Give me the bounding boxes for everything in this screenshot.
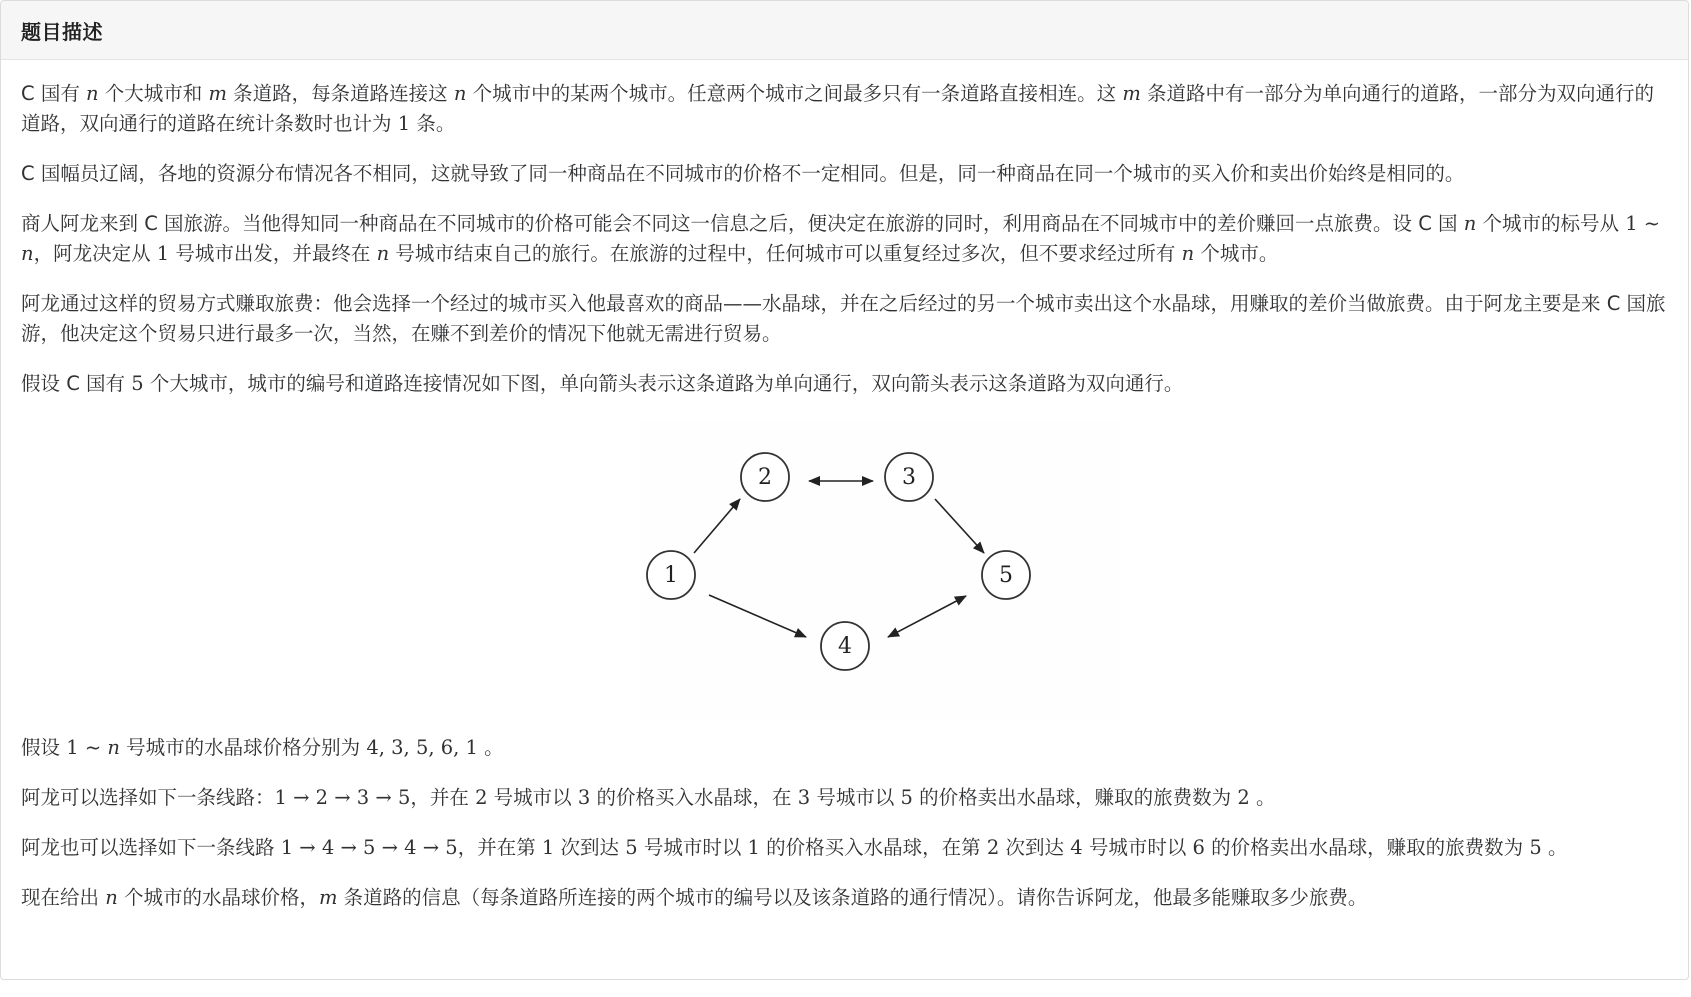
city-node-3	[885, 453, 933, 501]
math-var-n: n	[21, 242, 34, 265]
edge-4-to-5	[888, 596, 966, 637]
math-number: 1	[397, 112, 411, 135]
math-number: 5	[131, 372, 144, 395]
text-span: ，阿龙决定从	[33, 242, 157, 265]
panel-header	[1, 1, 1688, 60]
text-span: 商人阿龙来到 C 国旅游。当他得知同一种商品在不同城市的价格可能会不同这一信息之后，便决定在旅游的同时，利用商品在不同城市中的差价赚回一点旅费。设 C 国	[21, 212, 1464, 235]
math-number: 3	[797, 786, 811, 809]
math-var-n: n	[1181, 242, 1195, 265]
text-span: 号城市结束自己的旅行。在旅游的过程中，任何城市可以重复经过多次，但不要求经过所有	[389, 242, 1182, 265]
math-number: 5	[1529, 836, 1542, 859]
math-range: 1 ∼	[1625, 212, 1661, 235]
math-route: 1 → 4 → 5 → 4 → 5	[280, 836, 458, 859]
paragraph-task	[21, 883, 1668, 913]
text-span: 条道路中有一部分为单向通行的道路，一部分为双向通行的道路，双向通行的道路在统计条数时也计为	[21, 82, 1655, 135]
math-var-n: n	[453, 82, 467, 105]
math-var-m: m	[208, 82, 227, 105]
text-span: ，并在	[410, 786, 476, 809]
city-node-5	[982, 551, 1030, 599]
panel-title: 题目描述	[21, 19, 103, 44]
math-number: 2	[1237, 786, 1250, 809]
svg-text:5: 5	[999, 563, 1013, 588]
text-span: 的价格卖出水晶球，赚取的旅费数为	[1204, 836, 1530, 859]
text-span: 号城市以	[810, 786, 901, 809]
edge-1-to-4	[709, 595, 806, 637]
text-span: 号城市时以	[637, 836, 748, 859]
math-var-n: n	[86, 82, 99, 105]
paragraph-trade: 阿龙通过这样的贸易方式赚取旅费：他会选择一个经过的城市买入他最喜欢的商品——水晶球，并在之后经过的另一个城市卖出这个水晶球，用赚取的差价当做旅费。由于阿龙主要是来 C 国旅游，他决定这个贸易只进行最多一次，当然，在赚不到差价的情况下他就无需进行贸易。	[21, 292, 1666, 345]
text-span: 个大城市，城市的编号和道路连接情况如下图，单向箭头表示这条道路为单向通行，双向箭头表示这条道路为双向通行。	[143, 372, 1184, 395]
math-number: 6	[1192, 836, 1205, 859]
figure-container	[21, 419, 1668, 719]
text-span: 。	[1541, 836, 1568, 859]
math-number: 2	[986, 836, 1000, 859]
text-span: 号城市出发，并最终在	[169, 242, 377, 265]
text-span: 阿龙也可以选择如下一条线路	[21, 836, 281, 859]
text-span: ，并在第	[457, 836, 542, 859]
text-span: 个城市的水晶球价格，	[117, 886, 319, 909]
city-node-4	[821, 622, 869, 670]
svg-text:3: 3	[902, 465, 916, 490]
city-road-graph	[641, 419, 1121, 719]
text-span: 的价格买入水晶球，在第	[759, 836, 987, 859]
edge-1-to-2	[694, 499, 740, 553]
text-span: 条道路的信息（每条道路所连接的两个城市的编号以及该条道路的通行情况）。请你告诉阿龙，他最多能赚取多少旅费。	[337, 886, 1368, 909]
city-node-1	[647, 551, 695, 599]
math-route: 1 → 2 → 3 → 5	[274, 786, 411, 809]
text-span: 。	[477, 736, 504, 759]
text-span: 条。	[410, 112, 456, 135]
math-number: 1	[66, 736, 79, 759]
graph-svg	[641, 419, 1121, 719]
math-number: 5	[900, 786, 913, 809]
paragraph-price-list	[21, 733, 1668, 763]
text-span: 个城市的标号从	[1476, 212, 1626, 235]
math-number: 5	[625, 836, 638, 859]
math-var-n: n	[105, 886, 118, 909]
math-var-n: n	[1463, 212, 1477, 235]
text-span: 假设 C 国有	[21, 372, 132, 395]
math-number: 1	[156, 242, 170, 265]
math-number: 4	[1070, 836, 1083, 859]
text-span: 的价格买入水晶球，在	[590, 786, 798, 809]
math-number: 2	[475, 786, 488, 809]
text-span: 。	[1249, 786, 1276, 809]
text-span: 假设	[21, 736, 67, 759]
paragraph-route-two	[21, 833, 1668, 863]
math-number: 3	[577, 786, 591, 809]
text-span: 次到达	[999, 836, 1071, 859]
svg-text:1: 1	[664, 563, 678, 588]
paragraph-route-one	[21, 783, 1668, 813]
city-node-2	[741, 453, 789, 501]
math-price-list: 4, 3, 5, 6, 1	[366, 736, 478, 759]
paragraph-roads	[21, 79, 1668, 139]
text-span: ~	[78, 736, 108, 759]
text-span: 的价格卖出水晶球，赚取的旅费数为	[912, 786, 1238, 809]
text-span: 号城市时以	[1082, 836, 1193, 859]
text-span: C 国有	[21, 82, 87, 105]
text-span: 个城市。	[1194, 242, 1279, 265]
text-span: 次到达	[554, 836, 626, 859]
paragraph-merchant	[21, 209, 1668, 269]
math-var-n: n	[376, 242, 390, 265]
svg-text:4: 4	[838, 634, 852, 659]
text-span: 现在给出	[21, 886, 106, 909]
paragraph-prices: C 国幅员辽阔，各地的资源分布情况各不相同，这就导致了同一种商品在不同城市的价格不一定相同。但是，同一种商品在同一个城市的买入价和卖出价始终是相同的。	[21, 162, 1465, 185]
text-span: 号城市的水晶球价格分别为	[119, 736, 367, 759]
edge-3-to-5	[935, 499, 984, 553]
svg-text:2: 2	[758, 465, 772, 490]
math-var-n: n	[107, 736, 120, 759]
text-span: 个城市中的某两个城市。任意两个城市之间最多只有一条道路直接相连。这	[466, 82, 1123, 105]
panel-body	[1, 60, 1688, 913]
text-span: 阿龙可以选择如下一条线路：	[21, 786, 275, 809]
text-span: 个大城市和	[98, 82, 209, 105]
math-number: 1	[541, 836, 555, 859]
text-span: 条道路，每条道路连接这	[226, 82, 454, 105]
text-span: 号城市以	[487, 786, 578, 809]
paragraph-example-intro	[21, 369, 1668, 399]
math-var-m: m	[1122, 82, 1141, 105]
math-number: 1	[747, 836, 760, 859]
math-var-m: m	[318, 886, 338, 909]
